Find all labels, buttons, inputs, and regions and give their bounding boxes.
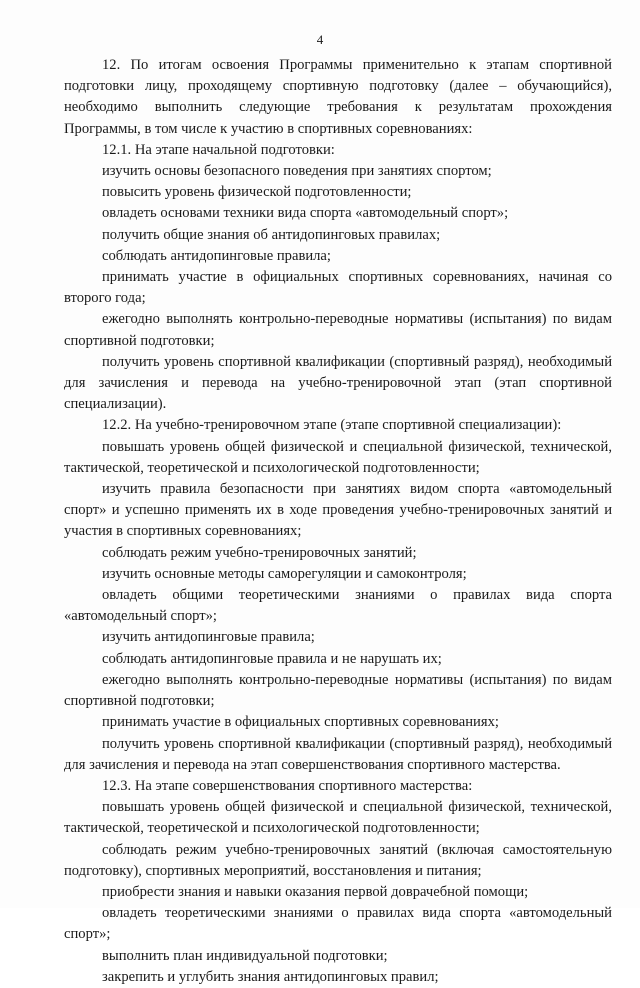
paragraph: повышать уровень общей физической и специальной физической, технической, тактической, теоретической и психологической подготовленности; — [64, 438, 612, 476]
paragraph: изучить антидопинговые правила; — [102, 629, 315, 646]
paragraph: получить уровень спортивной квалификации (спортивный разряд), необходимый для зачисления и перевода на этап совершенствования спортивного мастерства. — [64, 735, 612, 773]
page-number: 4 — [316, 32, 324, 47]
paragraph: изучить основы безопасного поведения при занятиях спортом; — [102, 163, 492, 180]
paragraph: соблюдать режим учебно-тренировочных занятий (включая самостоятельную подготовку), спортивных мероприятий, восстановления и питания; — [64, 841, 612, 879]
paragraph: получить уровень спортивной квалификации (спортивный разряд), необходимый для зачисления и перевода на учебно-тренировочной этап (этап спортивной специализации). — [64, 353, 612, 413]
paragraph: овладеть основами техники вида спорта «автомодельный спорт»; — [102, 205, 509, 222]
section-heading: 12.1. На этапе начальной подготовки: — [102, 141, 335, 158]
paragraph: принимать участие в официальных спортивных соревнованиях, начиная со второго года; — [64, 269, 612, 307]
paragraph: овладеть общими теоретическими знаниями о правилах вида спорта «автомодельный спорт»; — [64, 587, 612, 625]
body-text — [64, 55, 612, 988]
paragraph: приобрести знания и навыки оказания первой доврачебной помощи; — [102, 883, 529, 900]
paragraph: повысить уровень физической подготовленности; — [102, 184, 412, 201]
paragraph: ежегодно выполнять контрольно-переводные нормативы (испытания) по видам спортивной подготовки; — [64, 311, 612, 349]
paragraph: получить общие знания об антидопинговых правилах; — [102, 226, 441, 243]
paragraph: принимать участие в официальных спортивных соревнованиях; — [102, 714, 499, 731]
paragraph: закрепить и углубить знания антидопинговых правил; — [102, 968, 439, 985]
paragraph: повышать уровень общей физической и специальной физической, технической, тактической, теоретической и психологической подготовленности; — [64, 799, 612, 837]
paragraph: изучить правила безопасности при занятиях видом спорта «автомодельный спорт» и успешно применять их в ходе проведения учебно-тренировочных занятий и участия в спортивных соревнованиях; — [64, 481, 612, 540]
paragraph: выполнить план индивидуальной подготовки; — [102, 947, 388, 964]
paragraph: 12. По итогам освоения Программы применительно к этапам спортивной подготовки лицу, проходящему спортивную подготовку (далее – обучающийся), необходимо выполнить следующие требования к результатам прохождения Программы, в том числе к участию в спортивных соревнованиях: — [64, 57, 612, 137]
section-heading: 12.2. На учебно-тренировочном этапе (этапе спортивной специализации): — [102, 417, 562, 434]
paragraph: соблюдать антидопинговые правила и не нарушать их; — [102, 650, 442, 667]
section-heading: 12.3. На этапе совершенствования спортивного мастерства: — [102, 777, 473, 794]
paragraph: соблюдать антидопинговые правила; — [102, 247, 331, 264]
paragraph: ежегодно выполнять контрольно-переводные нормативы (испытания) по видам спортивной подготовки; — [64, 671, 612, 710]
paragraph: изучить основные методы саморегуляции и самоконтроля; — [102, 565, 467, 582]
paragraph: соблюдать режим учебно-тренировочных занятий; — [102, 544, 417, 561]
paragraph: овладеть теоретическими знаниями о правилах вида спорта «автомодельный спорт»; — [64, 905, 612, 943]
